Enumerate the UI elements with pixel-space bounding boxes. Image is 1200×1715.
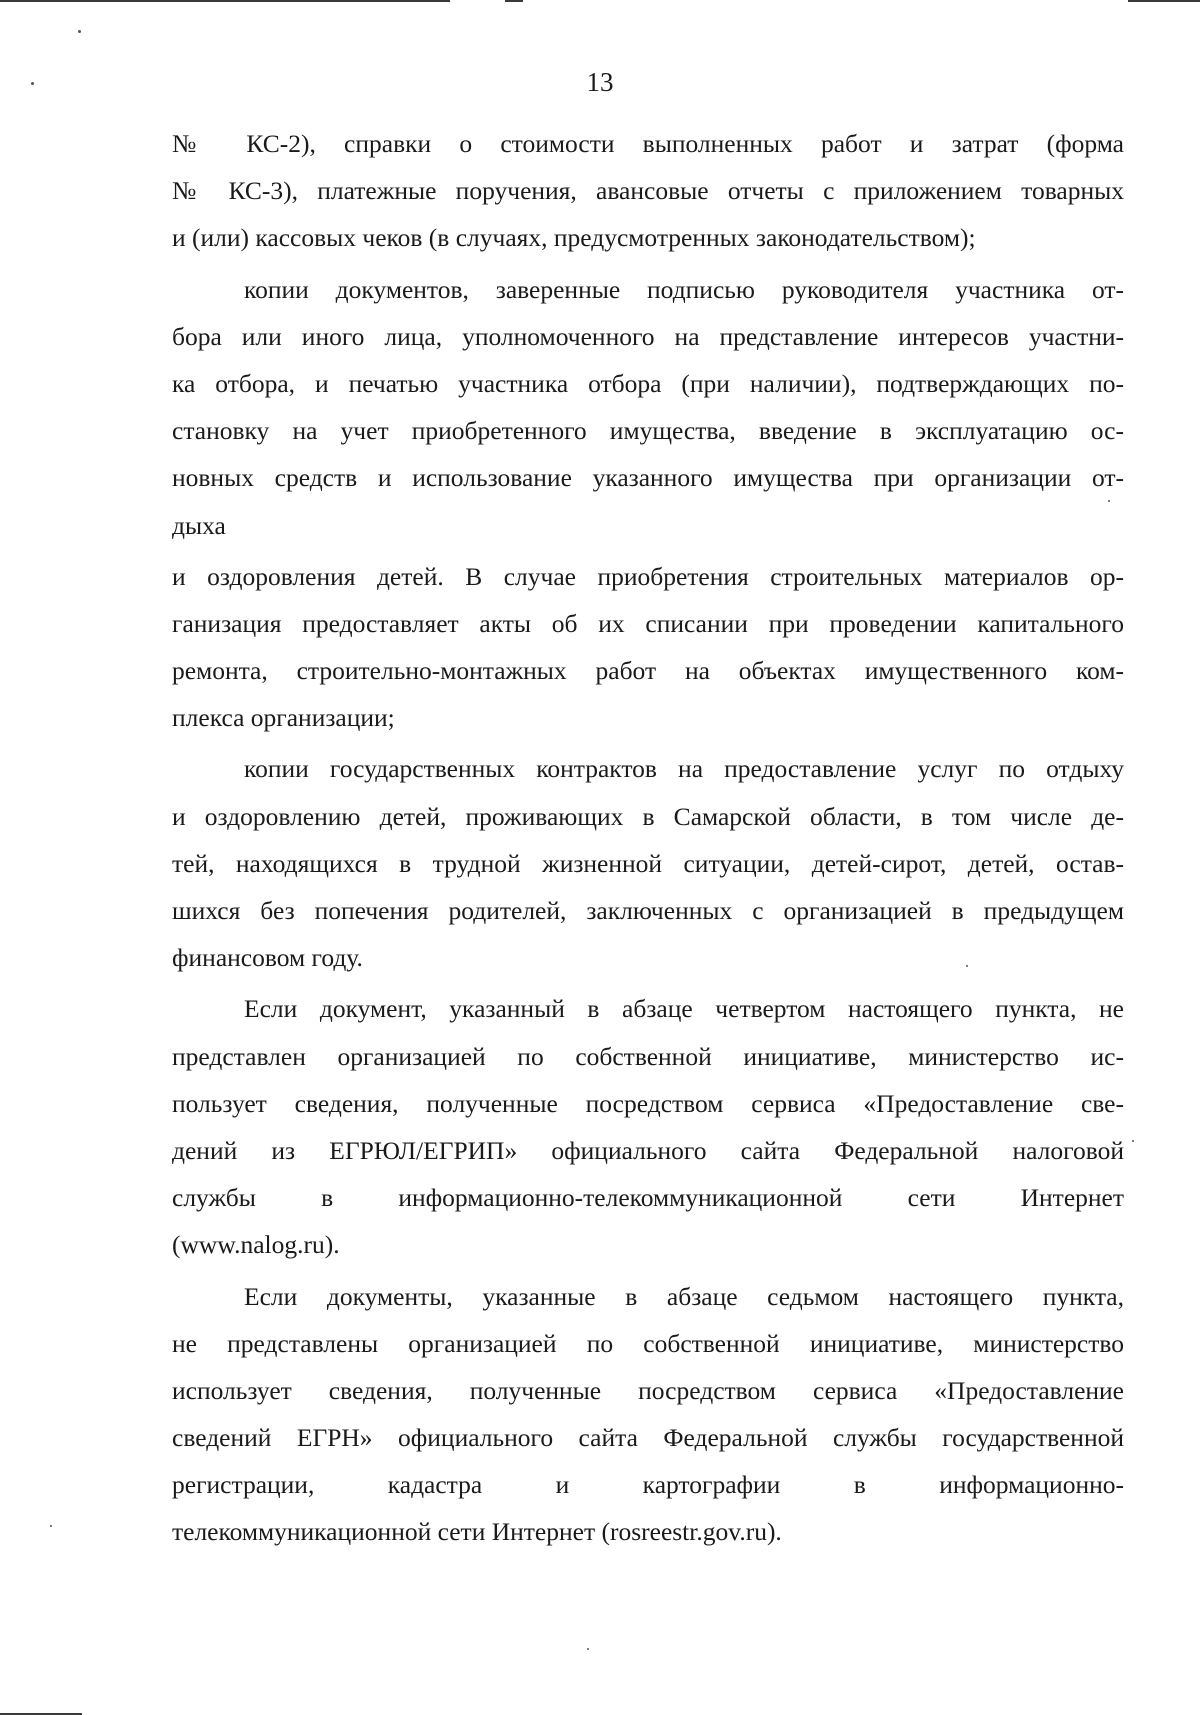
- scan-speck: [1132, 1140, 1134, 1142]
- scan-edge-top-mid: [505, 0, 523, 2]
- text-line: дений из ЕГРЮЛ/ЕГРИП» официального сайта Федеральной налоговой: [172, 1135, 1124, 1165]
- text-line: телекоммуникационной сети Интернет (rosreestr.gov.ru).: [172, 1517, 782, 1547]
- paragraph: [172, 553, 1124, 742]
- text-line: и оздоровления детей. В случае приобретения строительных материалов ор-: [172, 561, 1124, 591]
- text-line: Если документы, указанные в абзаце седьмом настоящего пункта,: [244, 1281, 1124, 1311]
- text-line: № КС-3), платежные поручения, авансовые отчеты с приложением товарных: [172, 176, 1124, 206]
- text-line: пользует сведения, полученные посредством сервиса «Предоставление све-: [172, 1088, 1124, 1118]
- text-line: (www.nalog.ru).: [172, 1230, 340, 1260]
- text-line: представлен организацией по собственной инициативе, министерство ис-: [172, 1041, 1124, 1071]
- text-line: копии документов, заверенные подписью руководителя участника от-: [244, 274, 1124, 304]
- text-line: ганизация предоставляет акты об их списании при проведении капитального: [172, 608, 1124, 638]
- text-line: регистрации, кадастра и картографии в информационно-: [172, 1470, 1124, 1500]
- text-line: и оздоровлению детей, проживающих в Самарской области, в том числе де-: [172, 801, 1124, 831]
- text-line: № КС-2), справки о стоимости выполненных работ и затрат (форма: [172, 129, 1124, 158]
- text-line: плекса организации;: [172, 703, 395, 733]
- scan-edge-top-left: [0, 0, 450, 2]
- text-line: копии государственных контрактов на предоставление услуг по отдыху: [244, 754, 1124, 784]
- text-line: использует сведения, полученные посредством сервиса «Предоставление: [172, 1375, 1124, 1405]
- text-line: новных средств и использование указанного имущества при организации от-: [172, 463, 1124, 493]
- scan-speck: [587, 1648, 589, 1650]
- text-line: становку на учет приобретенного имущества, введение в эксплуатацию ос-: [172, 416, 1124, 446]
- text-line: и (или) кассовых чеков (в случаях, предусмотренных законодательством);: [172, 223, 976, 253]
- text-line: сведений ЕГРН» официального сайта Федеральной службы государственной: [172, 1423, 1124, 1453]
- text-line: Если документ, указанный в абзаце четвертом настоящего пункта, не: [244, 994, 1124, 1024]
- text-line: не представлены организацией по собственной инициативе, министерство: [172, 1328, 1124, 1358]
- paragraph: [172, 985, 1124, 1268]
- text-line: тей, находящихся в трудной жизненной ситуации, детей-сирот, детей, остав-: [172, 848, 1124, 878]
- text-line: ремонта, строительно-монтажных работ на объектах имущественного ком-: [172, 656, 1124, 686]
- text-line: дыха: [172, 510, 226, 540]
- paragraph: [172, 266, 1124, 549]
- text-line: шихся без попечения родителей, заключенных с организацией в предыдущем: [172, 896, 1124, 925]
- document-body: [172, 120, 1124, 1556]
- scan-speck: [78, 30, 81, 33]
- text-line: финансовом году.: [172, 943, 363, 973]
- scan-edge-top-right: [1128, 0, 1200, 2]
- paragraph: [172, 120, 1124, 262]
- page-number: 13: [586, 67, 614, 97]
- text-line: бора или иного лица, уполномоченного на представление интересов участни-: [172, 321, 1124, 351]
- paragraph: [172, 745, 1124, 981]
- paragraph: [172, 1273, 1124, 1556]
- text-line: ка отбора, и печатью участника отбора (при наличии), подтверждающих по-: [172, 368, 1124, 398]
- text-line: службы в информационно-телекоммуникационной сети Интернет: [172, 1183, 1124, 1213]
- scan-speck: [50, 1525, 52, 1527]
